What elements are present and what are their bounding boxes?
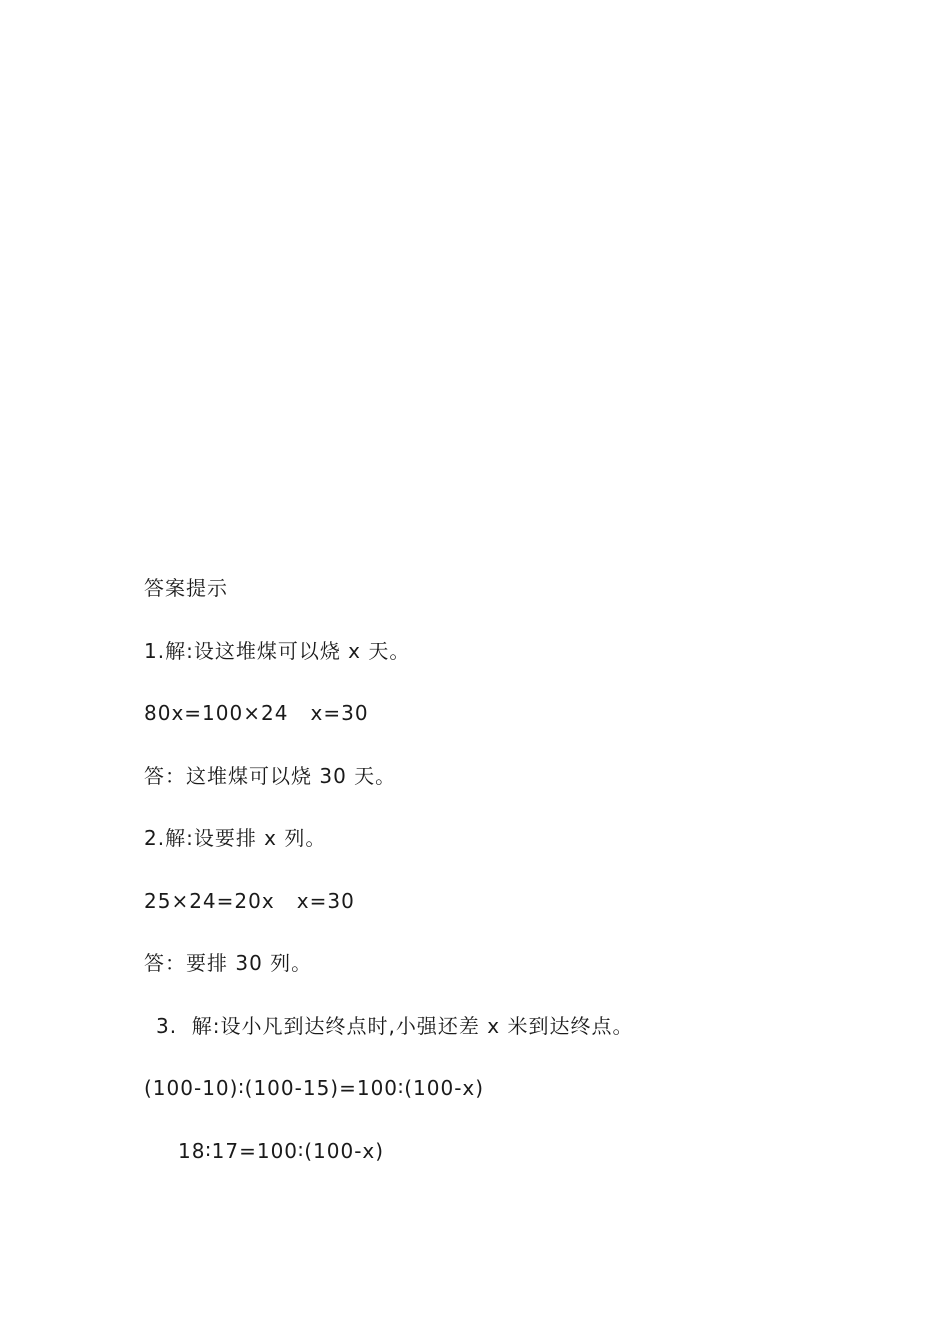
q3-simplified-proportion: 18∶17=100∶(100-x) [178, 1139, 385, 1163]
q3-proportion: (100-10)∶(100-15)=100∶(100-x) [144, 1076, 485, 1100]
q3-setup: 3. 解:设小凡到达终点时,小强还差 x 米到达终点。 [156, 1014, 634, 1038]
q1-setup: 1.解:设这堆煤可以烧 x 天。 [144, 639, 411, 663]
answer-heading: 答案提示 [144, 576, 228, 600]
q1-answer: 答：这堆煤可以烧 30 天。 [144, 764, 397, 788]
q2-equation: 25×24=20x x=30 [144, 889, 355, 913]
q1-equation: 80x=100×24 x=30 [144, 701, 369, 725]
q2-answer: 答：要排 30 列。 [144, 951, 313, 975]
q2-setup: 2.解:设要排 x 列。 [144, 826, 327, 850]
